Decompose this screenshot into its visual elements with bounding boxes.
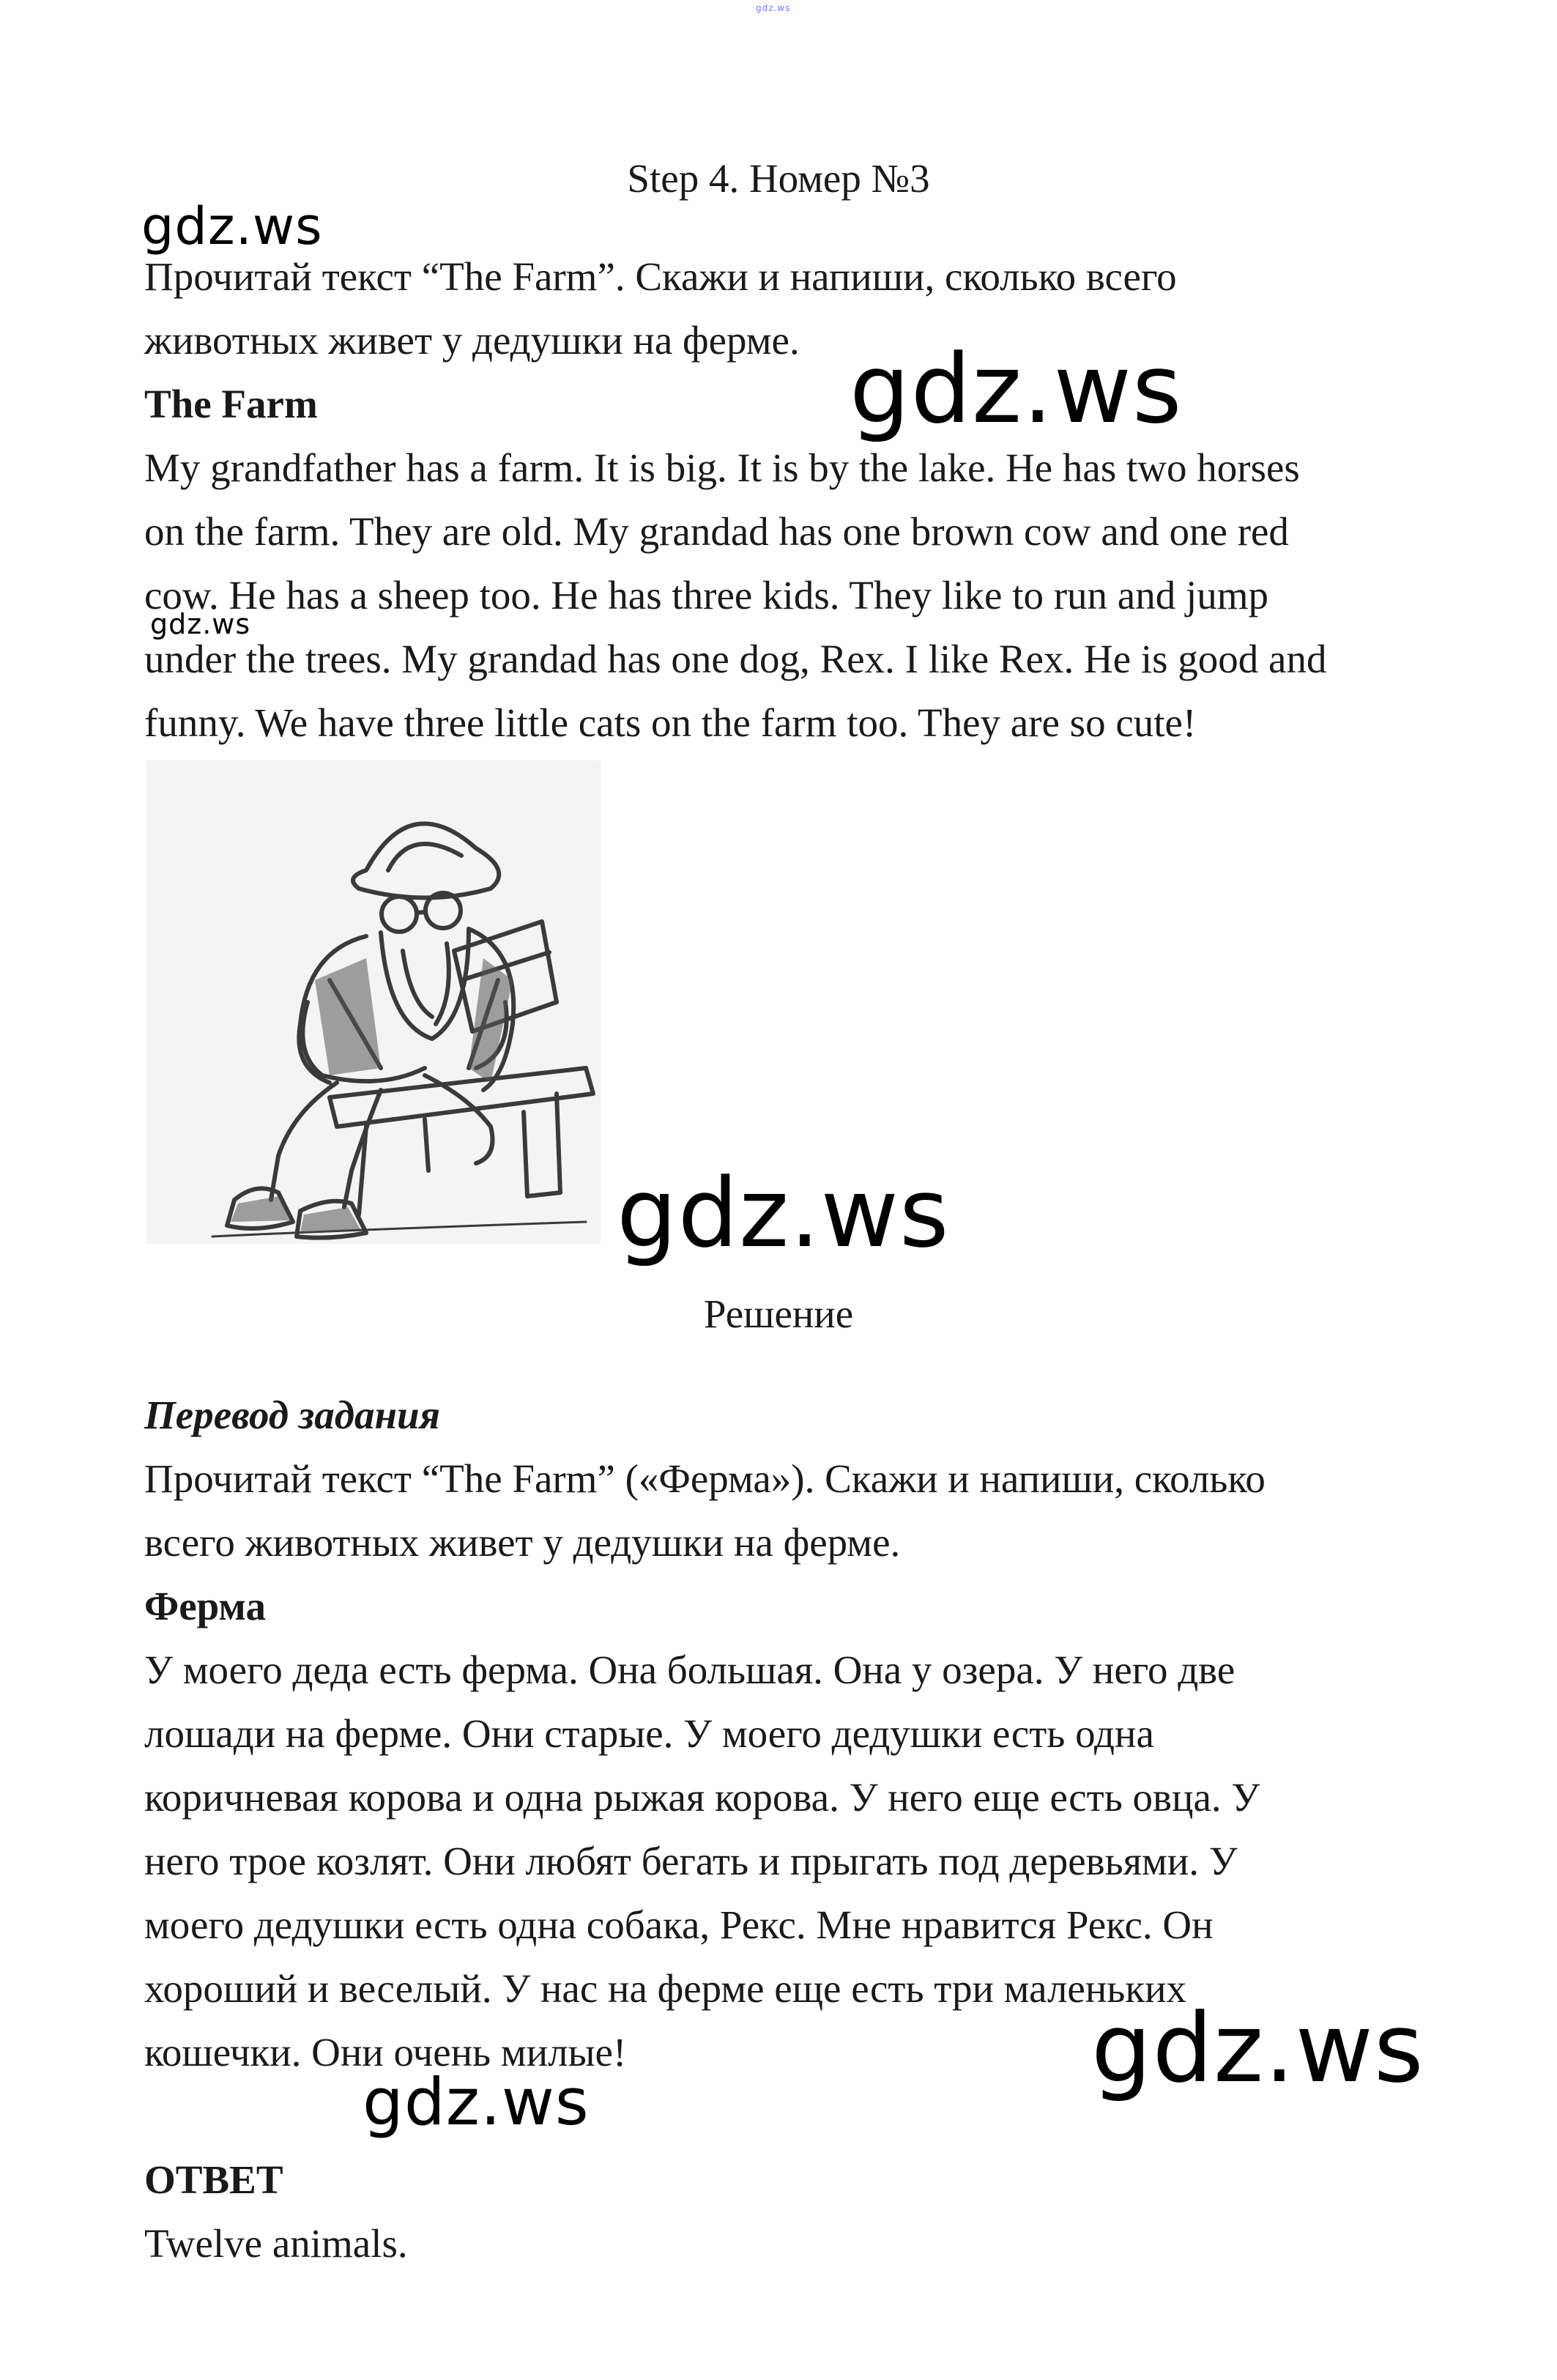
story-line-ru: кошечки. Они очень милые! bbox=[144, 2030, 627, 2075]
story-title: The Farm bbox=[144, 382, 318, 426]
story-line-ru: моего дедушки есть одна собака, Рекс. Мне нравится Рекс. Он bbox=[144, 1902, 1214, 1947]
watermark: gdz.ws bbox=[617, 1157, 950, 1269]
task-line: животных живет у дедушки на ферме. bbox=[144, 318, 800, 363]
answer-text: Twelve animals. bbox=[144, 2221, 408, 2266]
grandfather-illustration bbox=[146, 760, 601, 1244]
story-line: on the farm. They are old. My grandad has one brown cow and one red bbox=[144, 509, 1289, 554]
story-line: under the trees. My grandad has one dog, Rex. I like Rex. He is good and bbox=[144, 637, 1327, 681]
translation-line: всего животных живет у дедушки на ферме. bbox=[144, 1520, 901, 1565]
story-line-ru: лошади на ферме. Они старые. У моего дедушки есть одна bbox=[144, 1711, 1154, 1756]
watermark: gdz.ws bbox=[363, 2064, 590, 2140]
watermark: gdz.ws bbox=[150, 608, 251, 640]
story-line: cow. He has a sheep too. He has three kids. They like to run and jump bbox=[144, 573, 1269, 618]
watermark: gdz.ws bbox=[850, 333, 1183, 445]
story-line-ru: У моего деда есть ферма. Она большая. Она у озера. У него две bbox=[144, 1647, 1235, 1692]
task-line: Прочитай текст “The Farm”. Скажи и напиши, сколько всего bbox=[144, 254, 1177, 299]
grandfather-on-bench-drawing bbox=[146, 760, 601, 1244]
watermark: gdz.ws bbox=[1091, 1992, 1424, 2104]
translation-line: Прочитай текст “The Farm” («Ферма»). Скажи и напиши, сколько bbox=[144, 1456, 1266, 1501]
story-line-ru: хороший и веселый. У нас на ферме еще есть три маленьких bbox=[144, 1966, 1187, 2011]
story-line: My grandfather has a farm. It is big. It is by the lake. He has two horses bbox=[144, 445, 1300, 490]
story-line-ru: него трое козлят. Они любят бегать и прыгать под деревьями. У bbox=[144, 1839, 1238, 1883]
story-line-ru: коричневая корова и одна рыжая корова. У него еще есть овца. У bbox=[144, 1775, 1260, 1820]
watermark: gdz.ws bbox=[141, 196, 323, 256]
story-title-ru: Ферма bbox=[144, 1584, 266, 1628]
answer-heading: ОТВЕТ bbox=[144, 2157, 283, 2202]
watermark-tiny: gdz.ws bbox=[756, 3, 791, 13]
page-title: Step 4. Номер №3 bbox=[627, 156, 930, 201]
solution-heading: Решение bbox=[703, 1291, 854, 1336]
translation-heading: Перевод задания bbox=[144, 1393, 440, 1437]
story-line: funny. We have three little cats on the farm too. They are so cute! bbox=[144, 700, 1197, 745]
